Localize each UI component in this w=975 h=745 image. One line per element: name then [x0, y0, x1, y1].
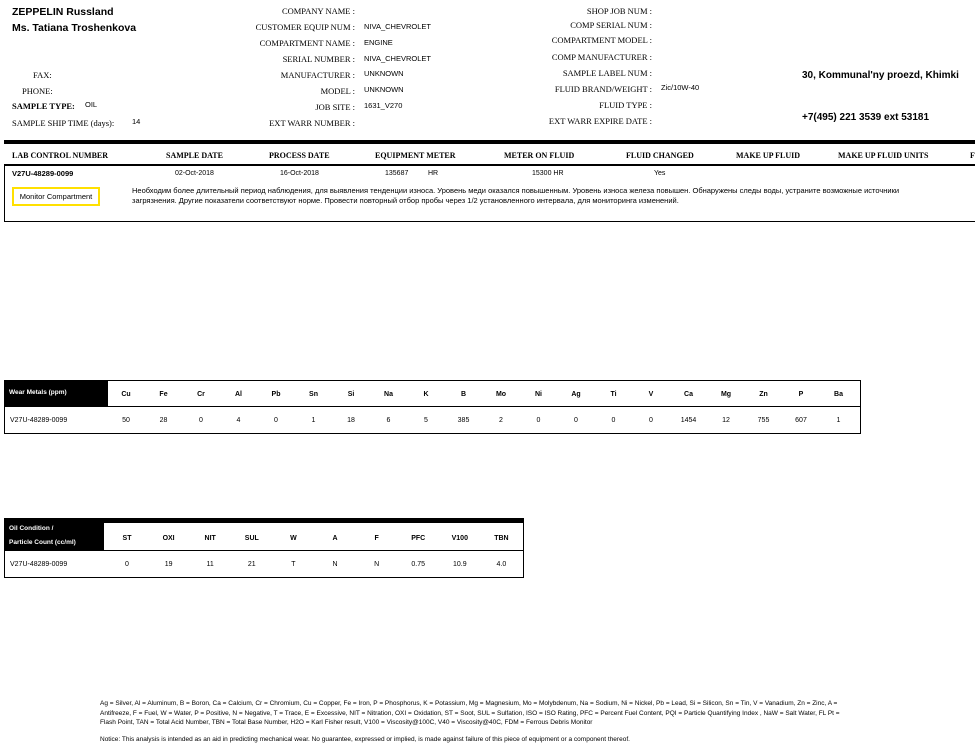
ship-time-value: 14: [132, 117, 141, 126]
wear-metals-header-ag: Ag: [571, 391, 581, 398]
sample-date: 02-Oct-2018: [175, 170, 214, 177]
wear-metals-header-zn: Zn: [759, 391, 768, 398]
customer-contact: Ms. Tatiana Troshenkova: [12, 22, 137, 34]
field-label: SAMPLE LABEL NUM :: [562, 68, 652, 78]
wear-metals-value-b: 385: [457, 417, 470, 424]
wear-metals-header-b: B: [460, 391, 467, 398]
wear-metals-value-na: 6: [386, 417, 391, 424]
oil-condition-header-st: ST: [122, 535, 132, 542]
field-value: NIVA_CHEVROLET: [364, 54, 431, 63]
oil-condition-value-v100: 10.9: [452, 561, 467, 568]
wear-metals-value-ag: 0: [574, 417, 578, 424]
col-meter-on-fluid: METER ON FLUID: [504, 151, 575, 160]
wear-metals-header-sn: Sn: [309, 391, 318, 398]
wear-metals-row-label: V27U-48289-0099: [10, 417, 68, 424]
wear-metals-header-v: V: [648, 391, 654, 398]
meter-on-fluid: 15300 HR: [532, 170, 564, 177]
col-fluid-changed: FLUID CHANGED: [626, 151, 694, 160]
wear-metals-value-zn: 755: [757, 417, 770, 424]
field-label: CUSTOMER EQUIP NUM :: [255, 22, 355, 32]
wear-metals-value-p: 607: [795, 417, 807, 424]
wear-metals-value-ti: 0: [611, 417, 616, 424]
fluid-changed: Yes: [654, 170, 666, 177]
customer-address: 30, Kommunal'ny proezd, Khimki: [802, 70, 959, 81]
oil-condition-header-f: F: [374, 535, 379, 542]
col-make-up-fluid-units: MAKE UP FLUID UNITS: [838, 151, 929, 160]
wear-metals-value-sn: 1: [311, 417, 316, 424]
field-label: COMPANY NAME :: [281, 6, 355, 16]
wear-metals-header-k: K: [423, 391, 429, 398]
sample-type-label: SAMPLE TYPE:: [12, 101, 75, 111]
wear-metals-value-si: 18: [347, 417, 355, 424]
wear-metals-value-ni: 0: [536, 417, 541, 424]
field-label: MANUFACTURER :: [280, 70, 355, 80]
wear-metals-value-pb: 0: [274, 417, 278, 424]
wear-metals-table: [4, 380, 861, 434]
customer-phone: +7(495) 221 3539 ext 53181: [802, 112, 930, 123]
field-label: COMPARTMENT MODEL :: [551, 35, 652, 45]
col-make-up-fluid: MAKE UP FLUID: [736, 151, 800, 160]
oil-condition-header-oxi: OXI: [162, 535, 175, 542]
customer-company: ZEPPELIN Russland: [12, 6, 114, 18]
oil-condition-value-pfc: 0.75: [411, 561, 425, 568]
col-truncated: F: [970, 151, 975, 160]
wear-metals-value-al: 4: [236, 417, 241, 424]
field-label: JOB SITE :: [315, 102, 355, 112]
oil-condition-header-v100: V100: [451, 535, 468, 542]
oil-condition-header-nit: NIT: [204, 535, 216, 542]
oil-condition-value-a: N: [332, 561, 338, 568]
wear-metals-value-cu: 50: [122, 417, 130, 424]
oil-condition-value-oxi: 19: [164, 561, 173, 568]
fax-label: FAX:: [33, 70, 52, 80]
wear-metals-header-ti: Ti: [610, 391, 617, 398]
field-value: UNKNOWN: [364, 85, 404, 94]
wear-metals-header-al: Al: [235, 391, 242, 398]
equipment-meter-unit: HR: [428, 170, 439, 177]
oil-condition-value-nit: 11: [206, 561, 214, 568]
wear-metals-header-mg: Mg: [720, 391, 732, 398]
wear-metals-title: Wear Metals (ppm): [9, 389, 67, 396]
field-value: UNKNOWN: [364, 69, 404, 78]
wear-metals-header-cr: Cr: [197, 391, 205, 398]
oil-condition-header-tbn: TBN: [494, 535, 509, 542]
disclaimer-notice: Notice: This analysis is intended as an aid in predicting mechanical wear. No guarantee, expressed or implied, is made against failure of this piece of equipment or a component thereof.: [100, 736, 630, 743]
wear-metals-header-cu: Cu: [121, 391, 131, 398]
oil-condition-value-tbn: 4.0: [496, 561, 507, 568]
wear-metals-header-ni: Ni: [535, 391, 542, 398]
wear-metals-value-v: 0: [649, 417, 653, 424]
oil-condition-value-sul: 21: [247, 561, 256, 568]
field-label: MODEL :: [320, 86, 355, 96]
field-label: EXT WARR NUMBER :: [269, 118, 355, 128]
wear-metals-header-ca: Ca: [684, 391, 693, 398]
field-label: SERIAL NUMBER :: [282, 54, 355, 64]
field-value: Zic/10W-40: [661, 83, 700, 92]
field-label: COMPARTMENT NAME :: [259, 38, 355, 48]
oil-condition-value-st: 0: [125, 561, 129, 568]
field-label: FLUID TYPE :: [599, 100, 652, 110]
wear-metals-value-ca: 1454: [680, 417, 697, 424]
col-equipment-meter: EQUIPMENT METER: [375, 151, 456, 160]
field-label: FLUID BRAND/WEIGHT :: [554, 84, 652, 94]
field-value: 1631_V270: [364, 101, 403, 110]
wear-metals-header-si: Si: [347, 391, 355, 398]
sample-type-value: OIL: [85, 100, 98, 109]
oil-condition-title-line2: Particle Count (cc/ml): [9, 539, 76, 546]
wear-metals-header-fe: Fe: [159, 391, 168, 398]
wear-metals-header-na: Na: [384, 391, 393, 398]
ship-time-label: SAMPLE SHIP TIME (days):: [12, 118, 115, 128]
equipment-meter: 135687: [385, 170, 409, 177]
oil-condition-header-w: W: [290, 535, 297, 542]
oil-condition-title-line1: Oil Condition /: [9, 525, 54, 532]
oil-condition-header-a: A: [332, 535, 338, 542]
oil-condition-value-f: N: [374, 561, 380, 568]
col-sample-date: SAMPLE DATE: [166, 151, 223, 160]
process-date: 16-Oct-2018: [280, 170, 319, 177]
col-process-date: PROCESS DATE: [269, 151, 330, 160]
wear-metals-value-mg: 12: [722, 417, 730, 424]
wear-metals-value-mo: 2: [499, 417, 503, 424]
phone-label: PHONE:: [22, 86, 53, 96]
oil-condition-header-sul: SUL: [244, 535, 259, 542]
header-rule: [4, 140, 975, 144]
wear-metals-value-ba: 1: [836, 417, 841, 424]
wear-metals-value-cr: 0: [199, 417, 203, 424]
wear-metals-value-fe: 28: [159, 417, 168, 424]
field-label: COMP SERIAL NUM :: [570, 20, 652, 30]
field-value: ENGINE: [364, 38, 393, 47]
col-lab-control: LAB CONTROL NUMBER: [12, 151, 109, 160]
status-badge: Monitor Compartment: [12, 187, 100, 206]
wear-metals-divider: [4, 406, 861, 407]
field-label: COMP MANUFACTURER :: [551, 52, 652, 62]
field-value: NIVA_CHEVROLET: [364, 22, 431, 31]
wear-metals-header-p: P: [798, 391, 804, 398]
field-label: EXT WARR EXPIRE DATE :: [548, 116, 652, 126]
wear-metals-header-mo: Mo: [495, 391, 507, 398]
abbreviation-legend: Ag = Silver, Al = Aluminum, B = Boron, Ca = Calcium, Cr = Chromium, Cu = Copper, Fe = Iron, P = Phosphorus, K = Potassium, Mg = Magnesium, Mo = Molybdenum, Na = Sodium, Ni = Nickel, Pb = Lead, Si = Silicon, Sn = Tin, V = Vanadium, Zn = Zinc, A = Antifreeze, F = Fuel, W = Water, P = Positive, N = Negative, T = Trace, E = Excessive, NIT = Nitration, OXI = Oxidation, ST = Soot, SUL = Sulfation, ISO = ISO Rating, PFC = Percent Fuel Content, PQI = Particle Quantifying Index , NaW = Salt Water, FL Pt = Flash Point, TAN = Total Acid Number, TBN = Total Base Number, H2O = Karl Fisher result, V100 = Viscosity@100C, V40 = Viscosity@40C, FDM = Ferrous Debris Monitor: [100, 700, 840, 726]
wear-metals-header-pb: Pb: [271, 391, 281, 398]
lab-control-number: V27U-48289-0099: [12, 169, 74, 178]
oil-condition-divider: [4, 550, 524, 551]
wear-metals-value-k: 5: [424, 417, 428, 424]
wear-metals-header-ba: Ba: [834, 391, 843, 398]
field-label: SHOP JOB NUM :: [586, 6, 652, 16]
lab-comment: Необходим более длительный период наблюдения, для выявления тенденции износа. Уровень меди оказался повышенным. Уровень износа железа повышен. Обнаружены следы воды, устраните возможные источники загрязнения. Другие показатели соответствуют норме. Провести повторный отбор пробы через 1/2 установленного интервала, для мониторинга изменений.: [132, 186, 900, 205]
oil-condition-value-w: T: [291, 561, 296, 568]
oil-condition-header-pfc: PFC: [411, 535, 426, 542]
oil-condition-row-label: V27U-48289-0099: [10, 561, 68, 568]
